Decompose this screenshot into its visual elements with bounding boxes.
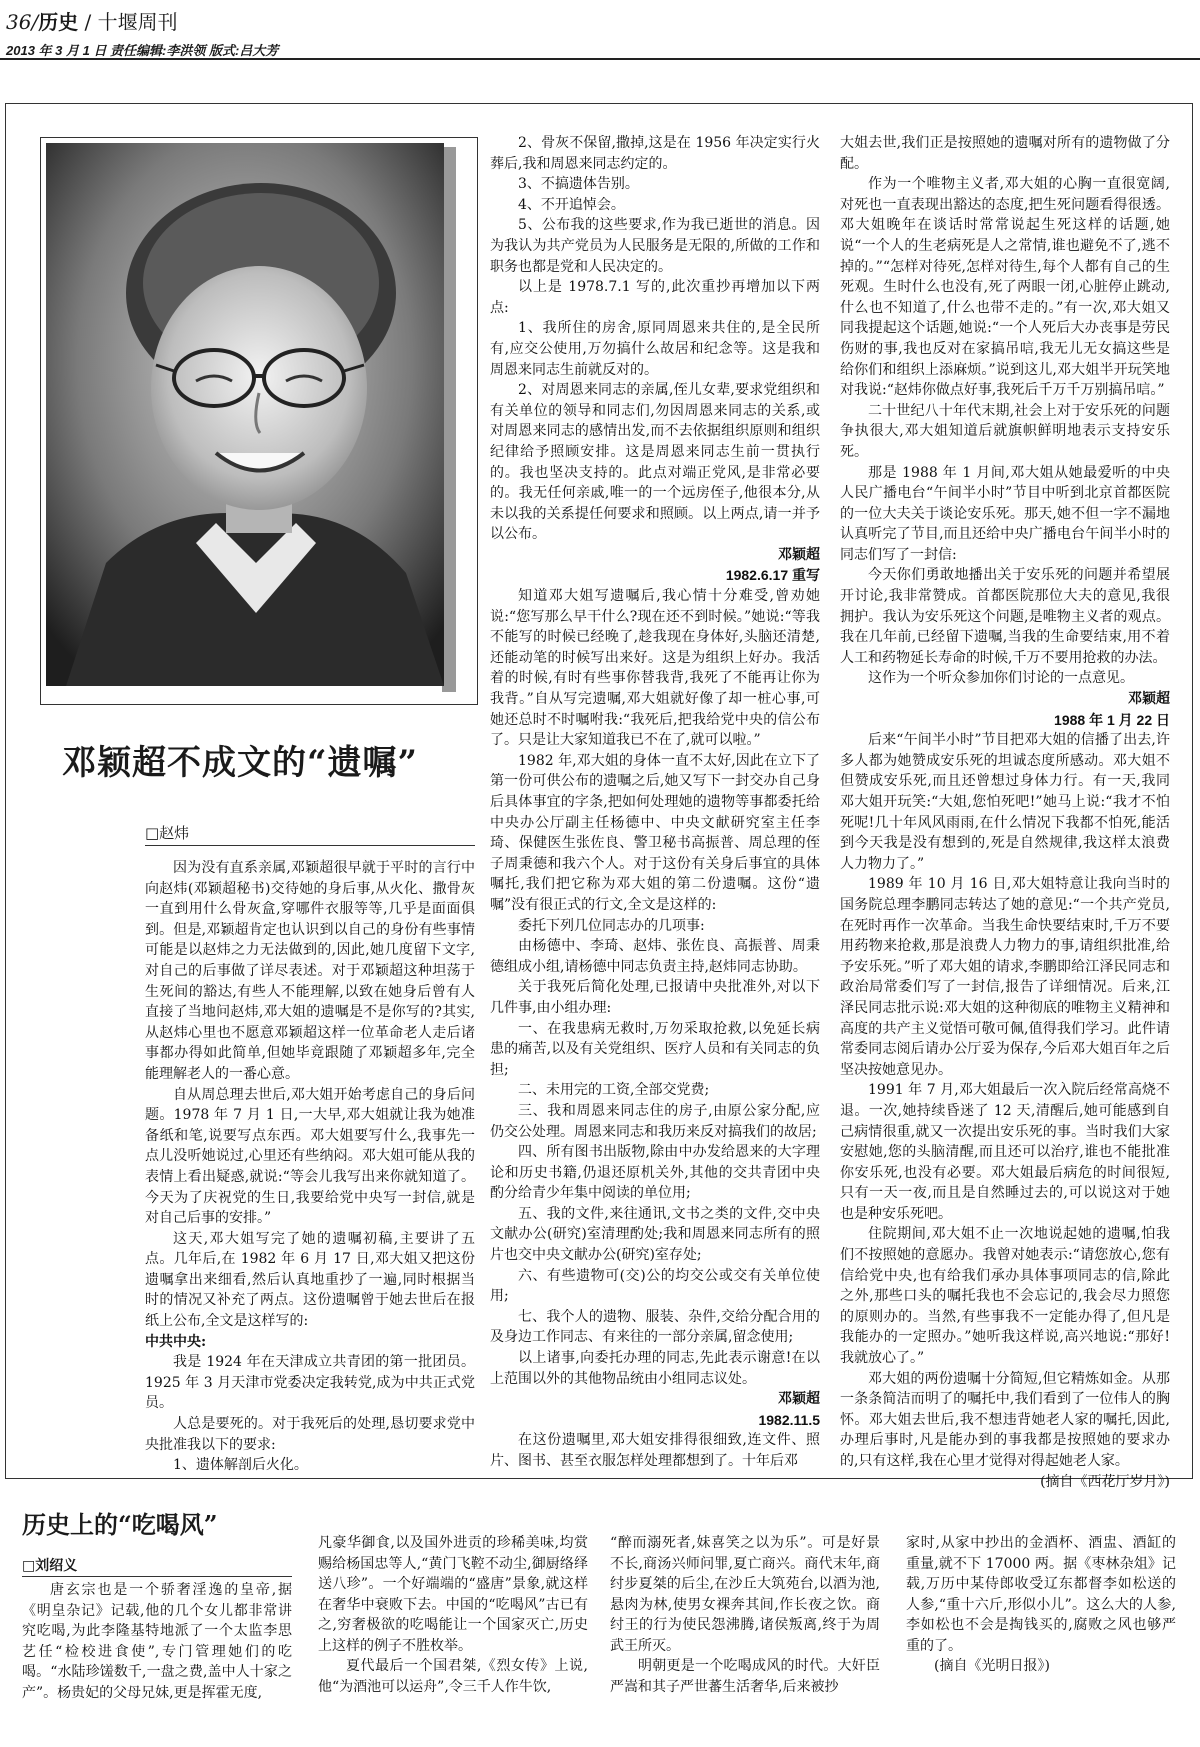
paragraph: 大姐去世,我们正是按照她的遗嘱对所有的遗物做了分配。	[840, 135, 1170, 172]
paragraph: 1、遗体解剖后火化。	[173, 1457, 308, 1474]
paper-name: 十堰周刊	[97, 10, 178, 34]
portrait-illustration	[46, 143, 444, 686]
paragraph: 以上是 1978.7.1 写的,此次重抄再增加以下两点:	[490, 279, 820, 316]
paragraph: “醉而溺死者,妹喜笑之以为乐”。可是好景不长,商汤兴师问罪,夏亡商兴。商代末年,商纣步夏桀的后尘,在沙丘大筑苑台,以酒为池,悬肉为林,使男女裸奔其间,作长夜之饮。商纣王的行为使民怨沸腾,诸侯叛离,终于为周武王所灭。	[610, 1535, 880, 1654]
dateline: 2013 年 3 月 1 日 责任编辑:李洪领 版式:吕大芳	[6, 43, 279, 58]
paragraph: 邓颖超	[778, 546, 820, 563]
paragraph: 三、我和周恩来同志住的房子,由原公家分配,应仍交公处理。周恩来同志和我历来反对搞我们的故居;	[490, 1102, 820, 1140]
paragraph: 五、我的文件,来往通讯,文书之类的文件,交中央文献办公(研究)室清理酌处;我和周恩来同志所有的照片也交中央文献办公(研究)室存处;	[490, 1205, 820, 1264]
masthead-separator: /	[78, 10, 98, 34]
paragraph: 这作为一个听众参加你们讨论的一点意见。	[868, 670, 1134, 687]
second-article-byline: □刘绍义	[22, 1555, 292, 1577]
paragraph: 一、在我患病无救时,万勿采取抢救,以免延长病患的痛苦,以及有关党组织、医疗人员和有关同志的负担;	[490, 1020, 820, 1078]
paragraph: 1982.11.5	[758, 1411, 820, 1428]
paragraph: 二、未用完的工资,全部交党费;	[518, 1082, 710, 1099]
article-title: 邓颖超不成文的“遗嘱”	[62, 743, 419, 783]
portrait-photo	[46, 143, 444, 686]
article-byline: □赵炜	[145, 822, 475, 846]
paragraph: 住院期间,邓大姐不止一次地说起她的遗嘱,怕我们不按照她的意愿办。我曾对她表示:“请您放心,您有信给党中央,也有给我们承办具体事项同志的信,除此之外,那些口头的嘱托我也不会忘记的,我会尽力照您的原则办的。当然,有些事我不一定能办得了,但凡是我能办的一定照办。”她听我这样说,高兴地说:“那好!我就放心了。”	[840, 1226, 1170, 1367]
paragraph: 后来“午间半小时”节目把邓大姐的信播了出去,许多人都为她赞成安乐死的坦诚态度所感动。邓大姐不但赞成安乐死,而且还曾想过身体力行。有一天,我同邓大姐开玩笑:“大姐,您怕死吧!”她马上说:“我才不怕死呢!几十年风风雨雨,在什么情况下我都不怕死,能活到今天我是没有想到的,死是自然规律,我这样太浪费人力物力了。”	[840, 732, 1170, 872]
paragraph: 作为一个唯物主义者,邓大姐的心胸一直很宽阔,对死也一直表现出豁达的态度,把生死问题看得很透。邓大姐晚年在谈话时常常说起生死这样的话题,她说“一个人的生老病死是人之常情,谁也避免不了,逃不掉的。”“怎样对待死,怎样对待生,每个人都有自己的生死观。生时什么也没有,死了两眼一闭,心脏停止跳动,什么也不知道了,什么也带不走的。”有一次,邓大姐又同我提起这个话题,她说:“一个人死后大办丧事是劳民伤财的事,我也反对在家搞吊唁,我无儿无女搞这些是给你们和组织上添麻烦。”说到这儿,邓大姐半开玩笑地对我说:“赵炜你做点好事,我死后千万千万别搞吊唁。”	[840, 176, 1170, 399]
paragraph: 委托下列几位同志办的几项事:	[518, 917, 705, 934]
paragraph: 邓大姐的两份遗嘱十分简短,但它精炼如金。从那一条条简洁而明了的嘱托中,我们看到了一位伟人的胸怀。邓大姐去世后,我不想违背她老人家的嘱托,因此,办理后事时,凡是能办到的事我都是按照她的要求办的,只有这样,我在心里才觉得对得起她老人家。	[840, 1370, 1170, 1469]
paragraph: 夏代最后一个国君桀,《烈女传》上说,他“为酒池可以运舟”,令三千人作牛饮,	[318, 1658, 588, 1695]
paragraph: 明朝更是一个吃喝成风的时代。大奸臣严嵩和其子严世蕃生活奢华,后来被抄	[610, 1658, 880, 1695]
paragraph: 今天你们勇敢地播出关于安乐死的问题并希望展开讨论,我非常赞成。首都医院那位大夫的意见,我很拥护。我认为安乐死这个问题,是唯物主义者的观点。我在几年前,已经留下遗嘱,当我的生命要结束,用不着人工和药物延长寿命的时候,千万不要用抢救的办法。	[840, 567, 1170, 666]
second-article-column-4	[906, 1533, 1176, 1677]
paragraph: 1982.6.17 重写	[725, 567, 820, 584]
paragraph: 二十世纪八十年代末期,社会上对于安乐死的问题争执很大,邓大姐知道后就旗帜鲜明地表示支持安乐死。	[840, 402, 1170, 460]
paragraph: 1989 年 10 月 16 日,邓大姐特意让我向当时的国务院总理李鹏同志转达了她的意见:“一个共产党员,在死时再作一次革命。当我生命快要结束时,千万不要用药物来抢救,那是浪费人力物力的事,请组织批准,给予安乐死。”听了邓大姐的请求,李鹏即给江泽民同志和政治局常委们写了一封信,报告了详细情况。后来,江泽民同志批示说:邓大姐的这种彻底的唯物主义精神和高度的共产主义觉悟可敬可佩,值得我们学习。此件请常委同志阅后请办公厅妥为保存,今后邓大姐百年之后坚决按她意见办。	[840, 876, 1170, 1078]
section-name: 历史	[38, 10, 79, 34]
paragraph: 七、我个人的遗物、服装、杂件,交给分配合用的及身边工作同志、有来往的一部分亲属,留念使用;	[490, 1308, 820, 1346]
paragraph: 由杨德中、李琦、赵炜、张佐良、高振普、周秉德组成小组,请杨德中同志负责主持,赵炜同志协助。	[490, 938, 820, 975]
paragraph: 这天,邓大姐写完了她的遗嘱初稿,主要讲了五点。几年后,在 1982 年 6 月 17 日,邓大姐又把这份遗嘱拿出来细看,然后认真地重抄了一遍,同时根据当时的情况又补充了两点。这份遗嘱曾于她去世后在报纸上公布,全文是这样写的:	[145, 1230, 475, 1330]
paragraph: 关于我死后简化处理,已报请中央批准外,对以下几件事,由小组办理:	[490, 979, 820, 1016]
paragraph: 人总是要死的。对于我死后的处理,恳切要求党中央批准我以下的要求:	[145, 1416, 475, 1453]
header-rule	[0, 58, 1200, 60]
paragraph: 在这份遗嘱里,邓大姐安排得很细致,连文件、照片、图书、甚至衣服怎样处理都想到了。十年后邓	[490, 1432, 820, 1469]
second-article-column-3	[610, 1533, 880, 1697]
paragraph: (摘自《西花厅岁月》)	[1040, 1473, 1170, 1490]
paragraph: 六、有些遗物可(交)公的均交公或交有关单位使用;	[490, 1267, 820, 1305]
paragraph: 1988 年 1 月 22 日	[1054, 711, 1170, 728]
second-article-title: 历史上的“吃喝风”	[22, 1510, 218, 1539]
page-number: 36/	[6, 10, 39, 34]
paragraph: 我是 1924 年在天津成立共青团的第一批团员。1925 年 3 月天津市党委决定我转党,成为中共正式党员。	[145, 1354, 475, 1412]
paragraph: 唐玄宗也是一个骄奢淫逸的皇帝,据《明皇杂记》记载,他的几个女儿都非常讲究吃喝,为此李隆基特地派了一个太监李思艺任“检校进食使”,专门管理她们的吃喝。“水陆珍馐数千,一盘之费,盖中人十家之产”。杨贵妃的父母兄妹,更是挥霍无度,	[22, 1582, 292, 1701]
paragraph: 四、所有图书出版物,除由中办发给恩来的大字理论和历史书籍,仍退还原机关外,其他的交共青团中央酌分给青少年集中阅读的单位用;	[490, 1144, 820, 1202]
paragraph: 以上诸事,向委托办理的同志,先此表示谢意!在以上范围以外的其他物品统由小组同志议处。	[490, 1350, 820, 1387]
article-column-1	[145, 858, 475, 1476]
second-article-column-1	[22, 1580, 292, 1703]
paragraph: 4、不开追悼会。	[518, 196, 625, 213]
article-column-2	[490, 133, 820, 1472]
paragraph: 因为没有直系亲属,邓颖超很早就于平时的言行中向赵炜(邓颖超秘书)交待她的身后事,从火化、撒骨灰一直到用什么骨灰盒,穿哪件衣服等等,几乎是面面俱到。但是,邓颖超肯定也认识到以自己的身份有些事情可能是以赵炜之力无法做到的,因此,她几度留下文字,对自己的后事做了详尽表述。对于邓颖超这种坦荡于生死间的豁达,有些人不能理解,以致在她身后曾有人直接了当地问赵炜,邓大姐的遗嘱是不是你写的?其实,从赵炜心里也不愿意邓颖超这样一位革命老人走后诸事都办得如此简单,但她毕竟跟随了邓颖超多年,完全能理解老人的一番心意。	[145, 860, 475, 1082]
paragraph: 凡豪华御食,以及国外进贡的珍稀美味,均赏赐给杨国忠等人,“黄门飞鞚不动尘,御厨络绎送八珍”。一个好端端的“盛唐”景象,就这样在奢华中衰败下去。中国的“吃喝风”古已有之,穷奢极欲的吃喝能让一个国家灭亡,历史上这样的例子不胜枚举。	[318, 1535, 588, 1654]
paragraph: 知道邓大姐写遗嘱后,我心情十分难受,曾劝她说:“您写那么早干什么?现在还不到时候。”她说:“等我不能写的时候已经晚了,趁我现在身体好,头脑还清楚,还能动笔的时候写出来好。这是为组织上好办。我活着的时候,有时有些事你替我背,我死了不能再让你为我背。”自从写完遗嘱,邓大姐就好像了却一桩心事,可她还总时不时嘱咐我:“我死后,把我给党中央的信公布了。只是让大家知道我已不在了,就可以啦。”	[490, 588, 820, 749]
photo-shadow	[442, 147, 456, 692]
paragraph: 1982 年,邓大姐的身体一直不太好,因此在立下了第一份可供公布的遗嘱之后,她又写下一封交办自己身后具体事宜的字条,把如何处理她的遗物等事都委托给中央办公厅副主任杨德中、中央文献研究室主任李琦、保健医生张佐良、警卫秘书高振普、周总理的侄子周秉德和我六个人。对于这份有关身后事宜的具体嘱托,我们把它称为邓大姐的第二份遗嘱。这份“遗嘱”没有很正式的行文,全文是这样的:	[490, 752, 820, 913]
paragraph: 自从周总理去世后,邓大姐开始考虑自己的身后问题。1978 年 7 月 1 日,一大早,邓大姐就让我为她准备纸和笔,说要写点东西。邓大姐要写什么,我事先一点儿没听她说过,心里还有些纳闷。邓大姐可能从我的表情上看出疑惑,就说:“等会儿我写出来你就知道了。今天为了庆祝党的生日,我要给党中央写一封信,就是对自己后事的安排。”	[145, 1086, 475, 1227]
paragraph: 3、不搞遗体告别。	[518, 176, 639, 193]
paragraph: (摘自《光明日报》)	[934, 1658, 1050, 1674]
paragraph: 2、骨灰不保留,撒掉,这是在 1956 年决定实行火葬后,我和周恩来同志约定的。	[490, 135, 820, 172]
paragraph: 邓颖超	[1128, 691, 1170, 708]
paragraph: 1991 年 7 月,邓大姐最后一次入院后经常高烧不退。一次,她持续昏迷了 12 天,清醒后,她可能感到自己病情很重,就又一次提出安乐死的事。当时我们大家安慰她,您的头脑清醒,而且还可以治疗,谁也不能批准你安乐死,也没有必要。邓大姐最后病危的时间很短,只有一天一夜,而且是自然睡过去的,可以说这对于她也是种安乐死吧。	[840, 1082, 1170, 1222]
paragraph: 中共中央:	[145, 1333, 207, 1350]
second-article-column-2	[318, 1533, 588, 1697]
paragraph: 那是 1988 年 1 月间,邓大姐从她最爱听的中央人民广播电台“午间半小时”节目中听到北京首都医院的一位大夫关于谈论安乐死。那天,她不但一字不漏地认真听完了节目,而且还给中央广播电台午间半小时的同志们写了一封信:	[840, 464, 1170, 563]
paragraph: 家时,从家中抄出的金酒杯、酒盅、酒缸的重量,就不下 17000 两。据《枣林杂俎》记载,万历中某侍郎收受辽东都督李如松送的人参,“重十六斤,形似小儿”。这么大的人参,李如松也不会是掏钱买的,腐败之风也够严重的了。	[906, 1535, 1176, 1654]
paragraph: 2、对周恩来同志的亲属,侄儿女辈,要求党组织和有关单位的领导和同志们,勿因周恩来同志的关系,或对周恩来同志的感情出发,而不去依据组织原则和组织纪律给予照顾安排。这是周恩来同志生前一贯执行的。我也坚决支持的。此点对端正党风,是非常必要的。我无任何亲戚,唯一的一个远房侄子,他很本分,从未以我的关系提任何要求和照顾。以上两点,请一并予以公布。	[490, 382, 820, 543]
paragraph: 邓颖超	[778, 1391, 820, 1408]
article-column-3	[840, 133, 1170, 1492]
paragraph: 1、我所住的房舍,原同周恩来共住的,是全民所有,应交公使用,万勿搞什么故居和纪念等。这是我和周恩来同志生前就反对的。	[490, 320, 820, 378]
paragraph: 5、公布我的这些要求,作为我已逝世的消息。因为我认为共产党员为人民服务是无限的,所做的工作和职务也都是党和人民决定的。	[490, 217, 820, 275]
masthead	[6, 6, 178, 35]
